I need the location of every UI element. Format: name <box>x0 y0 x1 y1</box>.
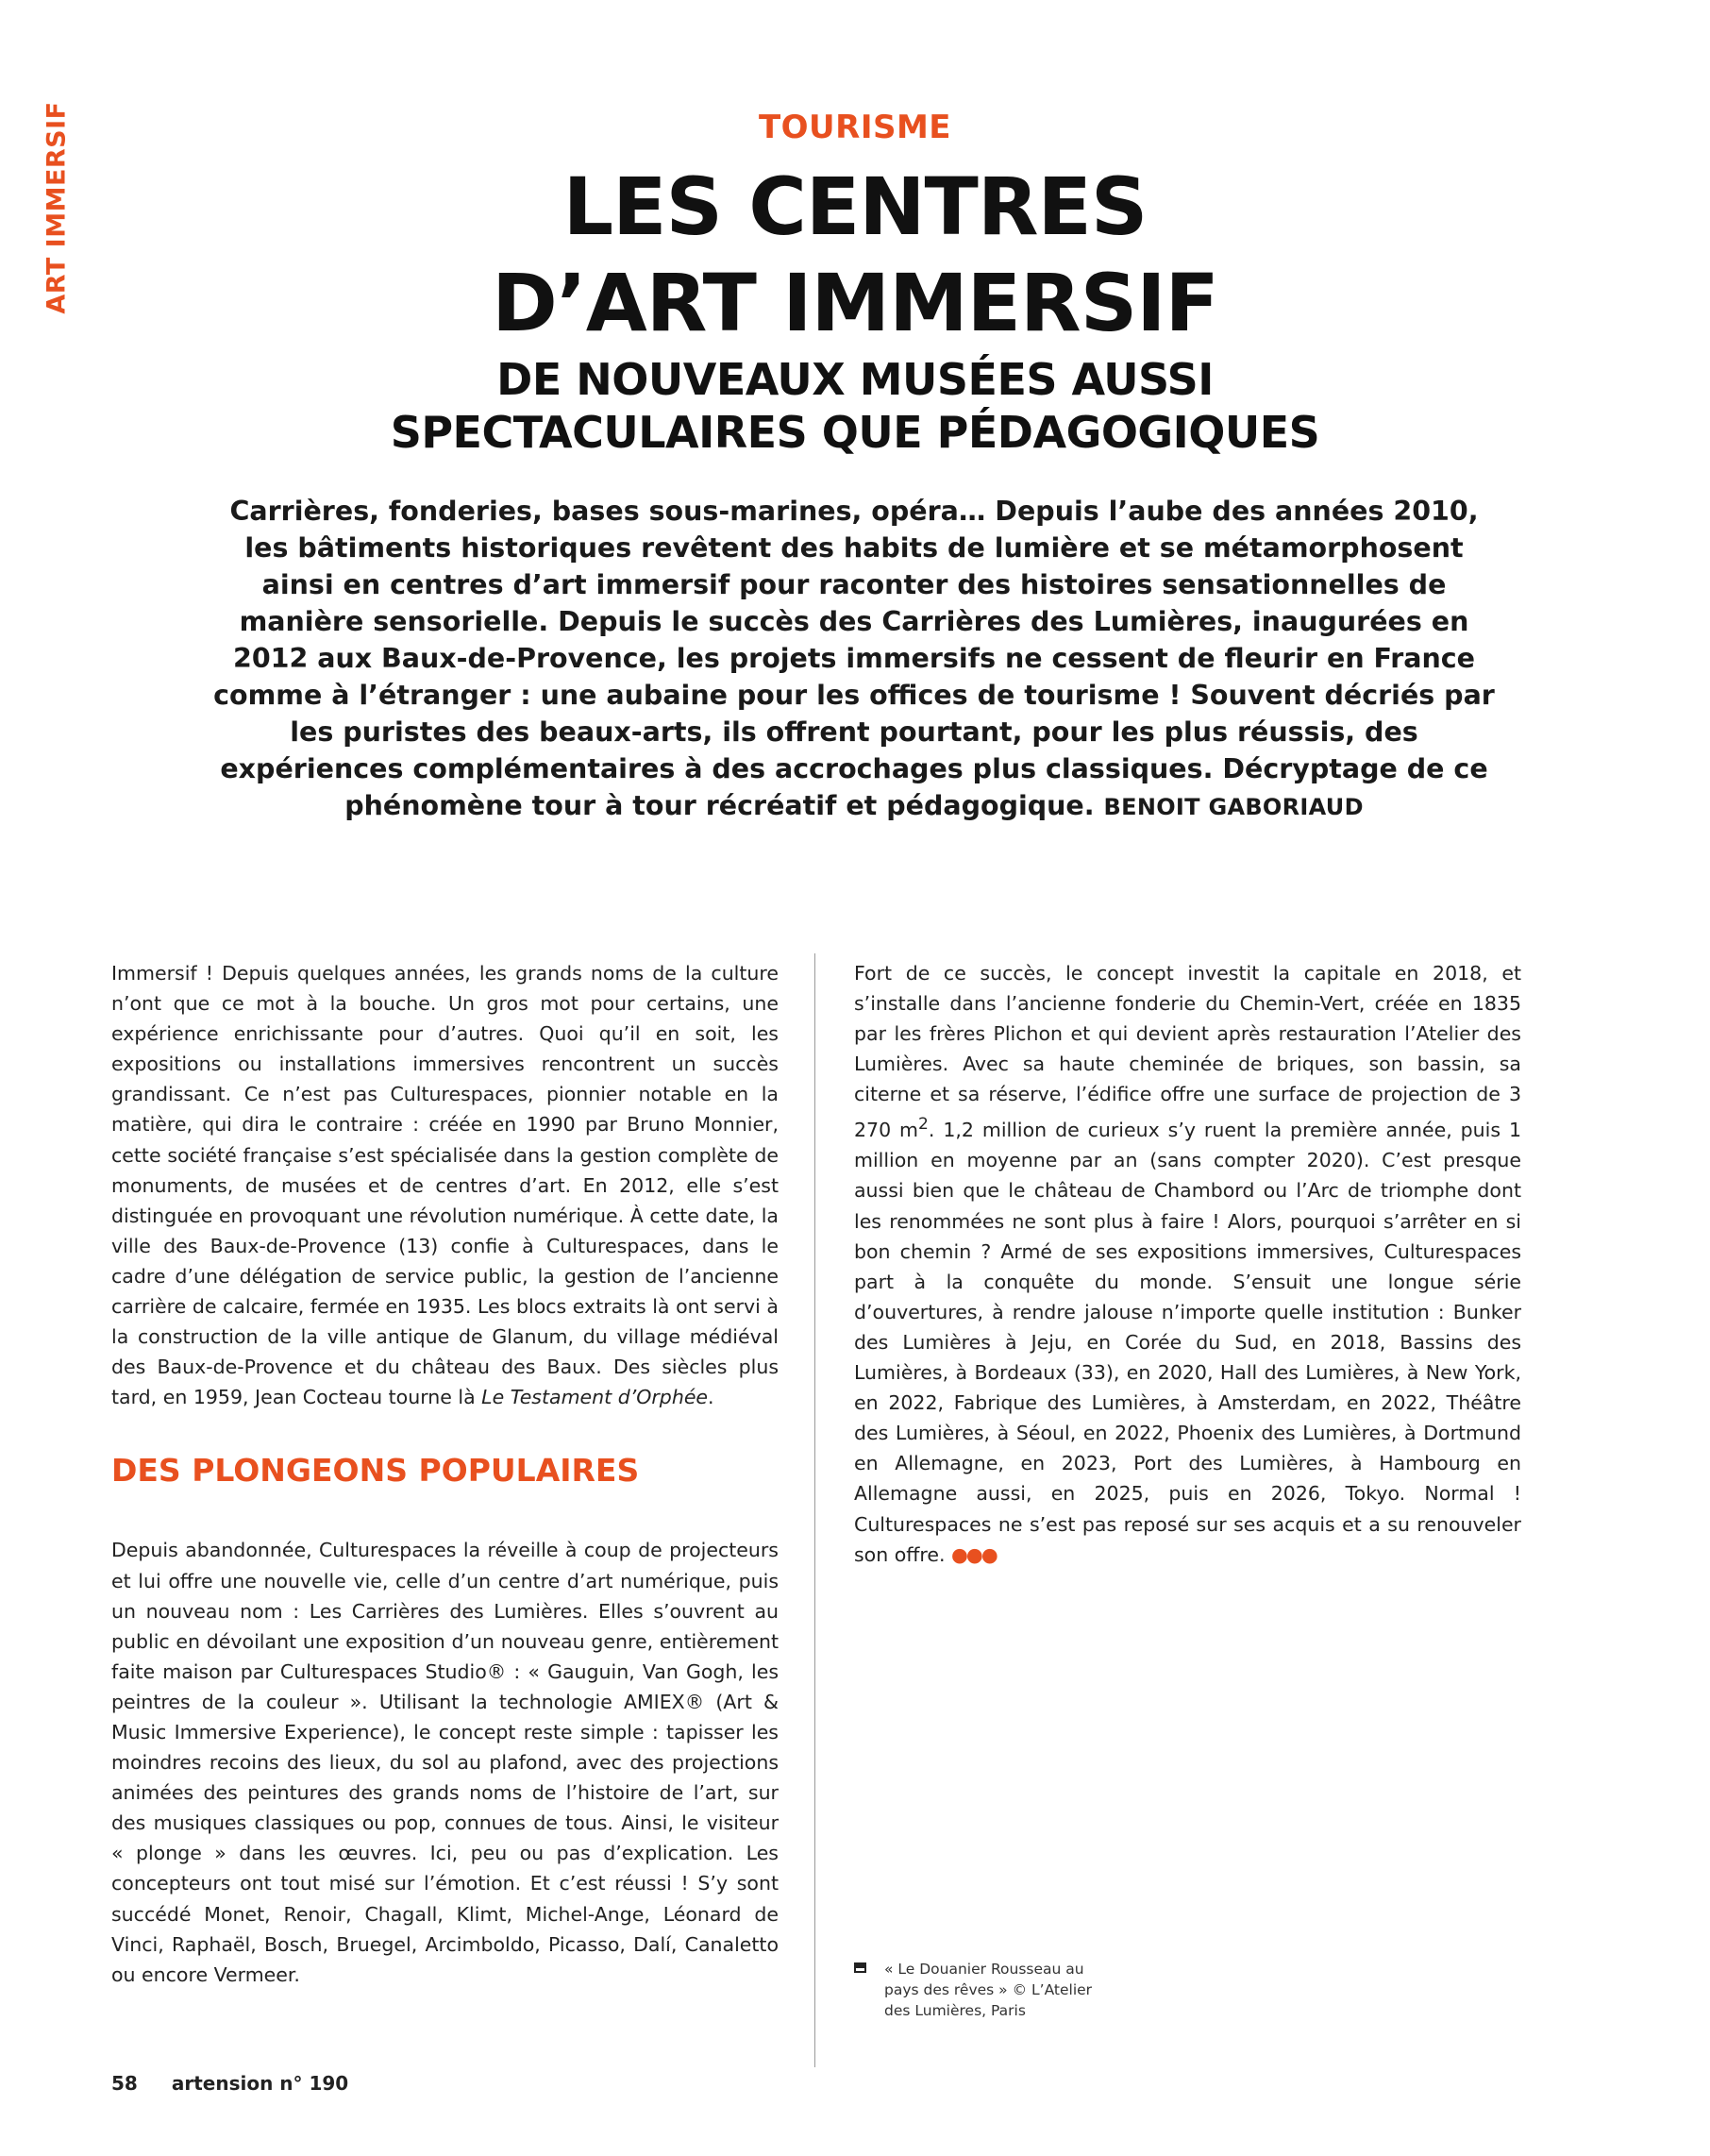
page-number: 58 <box>111 2072 138 2095</box>
rubric: TOURISME <box>758 109 952 146</box>
side-tag-label: ART IMMERSIF <box>42 101 72 314</box>
magazine-issue: artension n° 190 <box>171 2072 349 2095</box>
image-icon <box>854 1962 866 1973</box>
paragraph-end: . <box>708 1386 714 1409</box>
title-line-2: D’ART IMMERSIF <box>492 257 1218 349</box>
body-paragraph-3 <box>854 958 1521 1570</box>
title-line-1: LES CENTRES <box>562 160 1148 253</box>
paragraph-text-continued: . 1,2 million de curieux s’y ruent la première année, puis 1 million en moyenne par an (sans compter 2020). C’est presque aussi bien que le château de Chambord ou l’Arc de triomphe dont les renommées ne sont plus à faire ! Alors, pourquoi s’arrêter en si bon chemin ? Armé de ses expositions immersives, Culturespaces part à la conquête du monde. S’ensuit une longue série d’ouvertures, à rendre jalouse n’importe quelle institution : Bunker des Lumières à Jeju, en Corée du Sud, en 2018, Bassins des Lumières, à Bordeaux (33), en 2020, Hall des Lumières, à New York, en 2022, Fabrique des Lumières, à Amsterdam, en 2022, Théâtre des Lumières, à Séoul, en 2022, Phoenix des Lumières, à Dortmund en Allemagne, en 2023, Port des Lumières, à Hambourg en Allemagne aussi, en 2025, puis en 2026, Tokyo. Normal ! Culturespaces ne s’est pas reposé sur ses acquis et a su renouveler son offre. <box>854 1119 1521 1566</box>
lead-text: Carrières, fonderies, bases sous-marines, opéra… Depuis l’aube des années 2010, les bâtiments historiques revêtent des habits de lumière et se métamorphosent ainsi en centres d’art immersif pour raconter des histoires sensationnelles de manière sensorielle. Depuis le succès des Carrières des Lumières, inaugurées en 2012 aux Baux-de-Provence, les projets immersifs ne cessent de fleurir en France comme à l’étranger : une aubaine pour les offices de tourisme ! Souvent décriés par les puristes des beaux-arts, ils offrent pourtant, pour les plus réussis, des expériences complémentaires à des accrochages plus classiques. Décryptage de ce phénomène tour à tour récréatif et pédagogique. <box>213 496 1495 821</box>
section-heading: DES PLONGEONS POPULAIRES <box>111 1452 640 1490</box>
article-header <box>0 104 1710 459</box>
superscript: 2 <box>918 1115 929 1135</box>
caption-text: « Le Douanier Rousseau au pays des rêves » © L’Atelier des Lumières, Paris <box>884 1961 1093 2019</box>
author-name: BENOIT GABORIAUD <box>1103 794 1364 820</box>
lead-paragraph <box>212 493 1496 826</box>
subtitle-line-1: DE NOUVEAUX MUSÉES AUSSI <box>496 354 1214 405</box>
right-column <box>854 958 1521 1570</box>
paragraph-text: Fort de ce succès, le concept investit la capitale en 2018, et s’installe dans l’ancienne fonderie du Chemin-Vert, créée en 1835 par les frères Plichon et qui devient après restauration l’Atelier des Lumières. Avec sa haute cheminée de briques, son bassin, sa citerne et sa réserve, l’édifice offre une surface de projection de 3 270 m <box>854 962 1521 1142</box>
column-divider <box>814 953 815 2067</box>
article-subtitle <box>0 353 1710 459</box>
page-footer <box>111 2072 348 2095</box>
article-title <box>0 159 1710 351</box>
body-paragraph-1 <box>111 958 779 1412</box>
left-column <box>111 958 779 1990</box>
subtitle-line-2: SPECTACULAIRES QUE PÉDAGOGIQUES <box>390 407 1320 458</box>
film-title: Le Testament d’Orphée <box>481 1386 709 1409</box>
body-paragraph-2: Depuis abandonnée, Culturespaces la réveille à coup de projecteurs et lui offre une nouvelle vie, celle d’un centre d’art numérique, puis un nouveau nom : Les Carrières des Lumières. Elles s’ouvrent au public en dévoilant une exposition d’un nouveau genre, entièrement faite maison par Culturespaces Studio® : « Gauguin, Van Gogh, les peintres de la couleur ». Utilisant la technologie AMIEX® (Art & Music Immersive Experience), le concept reste simple : tapisser les moindres recoins des lieux, du sol au plafond, avec des projections animées des peintures des grands noms de l’histoire de l’art, sur des musiques classiques ou pop, connues de tous. Ainsi, le visiteur « plonge » dans les œuvres. Ici, peu ou pas d’explication. Les concepteurs ont tout misé sur l’émotion. Et c’est réussi ! S’y sont succédé Monet, Renoir, Chagall, Klimt, Michel-Ange, Léonard de Vinci, Raphaël, Bosch, Bruegel, Arcimboldo, Picasso, Dalí, Canaletto ou encore Vermeer. <box>111 1539 779 1986</box>
paragraph-text: Immersif ! Depuis quelques années, les grands noms de la culture n’ont que ce mot à la bouche. Un gros mot pour certains, une expérience enrichissante pour d’autres. Quoi qu’il en soit, les expositions ou installations immersives rencontrent un succès grandissant. Ce n’est pas Culturespaces, pionnier notable en la matière, qui dira le contraire : créée en 1990 par Bruno Monnier, cette société française s’est spécialisée dans la gestion complète de monuments, de musées et de centres d’art. En 2012, elle s’est distinguée en provoquant une révolution numérique. À cette date, la ville des Baux-de-Provence (13) confie à Culturespaces, dans le cadre d’une délégation de service public, la gestion de l’ancienne carrière de calcaire, fermée en 1935. Les blocs extraits là ont servi à la construction de la ville antique de Glanum, du village médiéval des Baux-de-Provence et du château des Baux. Des siècles plus tard, en 1959, Jean Cocteau tourne là <box>111 962 779 1409</box>
end-mark: ●●● <box>951 1542 997 1566</box>
